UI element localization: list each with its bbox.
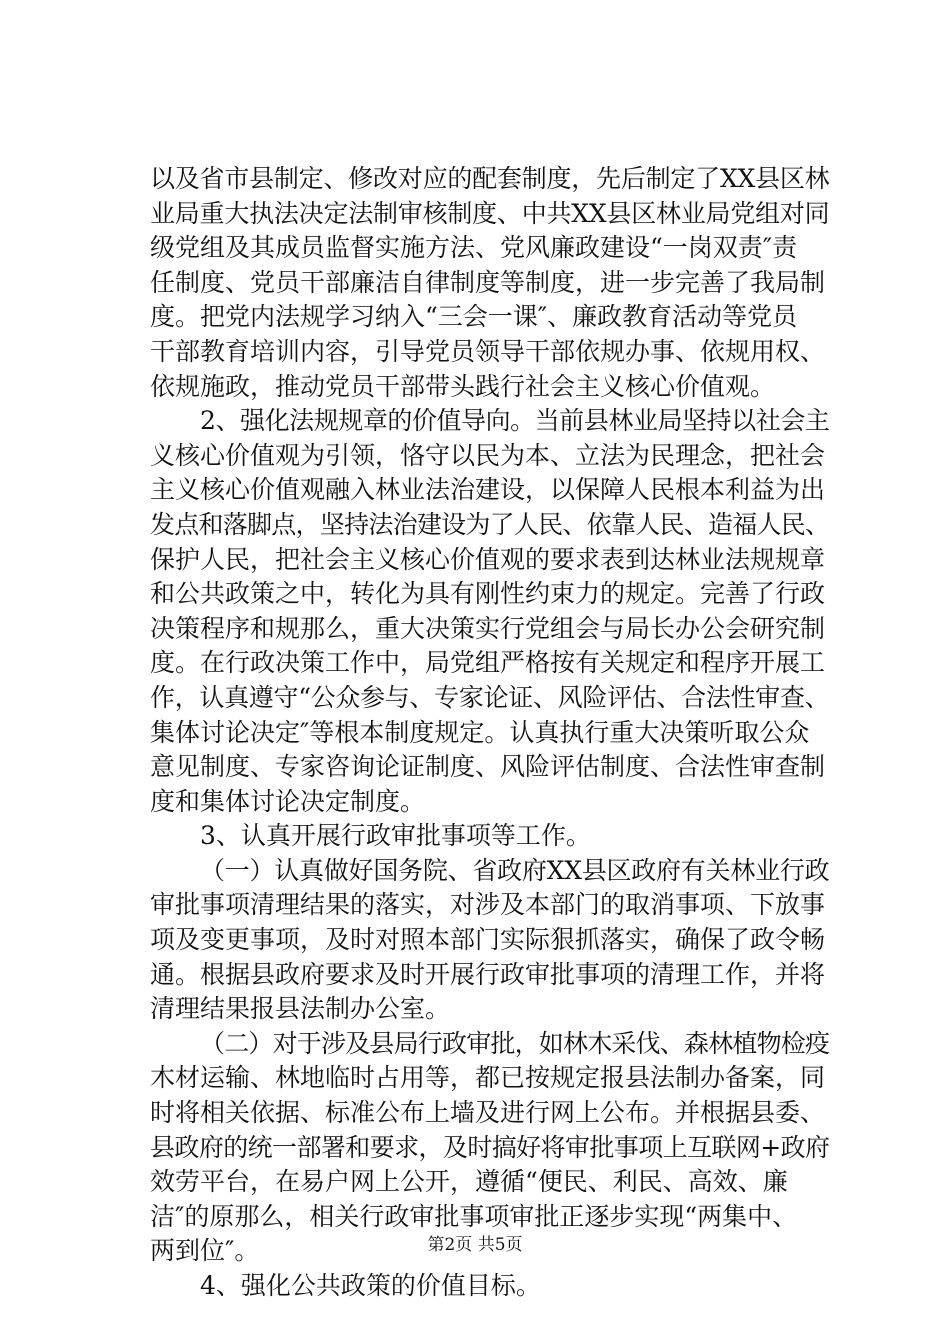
text-line: 时将相关依据、标准公布上墙及进行网上公布。并根据县委、 [150,1098,826,1128]
text-line: 县政府的统一部署和要求，及时搞好将审批事项上互联网+政府 [150,1132,830,1162]
text-line: 通。根据县政府要求及时开展行政审批事项的清理工作，并将 [150,959,826,989]
text-line: （一）认真做好国务院、省政府XX县区政府有关林业行政 [200,855,830,885]
text-line: 两到位″。 [150,1236,260,1266]
text-line: 意见制度、专家咨询论证制度、风险评估制度、合法性审查制 [150,752,826,782]
page-footer: 第2页 共5页 [427,1235,523,1255]
text-line: 清理结果报县法制办公室。 [150,994,451,1024]
text-line: 依规施政，推动党员干部带头践行社会主义核心价值观。 [150,371,776,401]
text-line: 以及省市县制定、修改对应的配套制度，先后制定了XX县区林 [150,164,830,193]
text-line: （二）对于涉及县局行政审批，如林木采伐、森林植物检疫 [200,1028,830,1058]
text-line: 保护人民，把社会主义核心价值观的要求表到达林业法规规章 [150,544,826,574]
text-line: 审批事项清理结果的落实，对涉及本部门的取消事项、下放事 [150,890,826,920]
text-line: 2、强化法规规章的价值导向。当前县林业局坚持以社会主 [200,406,830,436]
text-line: 度和集体讨论决定制度。 [150,786,426,816]
text-line: 3、认真开展行政审批事项等工作。 [200,821,591,851]
text-line: 级党组及其成员监督实施方法、党风廉政建设“一岗双责″责 [150,233,798,263]
text-line: 任制度、党员干部廉洁自律制度等制度，进一步完善了我局制 [150,267,826,297]
text-line: 集体讨论决定″等根本制度规定。认真执行重大决策听取公众 [150,717,810,747]
text-line: 4、强化公共政策的价值目标。 [200,1271,541,1300]
document-body [150,162,830,1304]
text-line: 洁″的原那么，相关行政审批事项审批正逐步实现“两集中、 [150,1201,798,1231]
text-line: 度。在行政决策工作中，局党组严格按有关规定和程序开展工 [150,648,826,678]
text-line: 木材运输、林地临时占用等，都已按规定报县法制办备案，同 [150,1063,826,1093]
text-line: 度。把党内法规学习纳入“三会一课″、廉政教育活动等党员 [150,302,798,332]
text-line: 干部教育培训内容，引导党员领导干部依规办事、依规用权、 [150,336,826,366]
text-line: 效劳平台，在易户网上公开，遵循“便民、利民、高效、廉 [150,1167,788,1197]
text-line: 业局重大执法决定法制审核制度、中共XX县区林业局党组对同 [150,198,830,228]
text-line: 发点和落脚点，坚持法治建设为了人民、依靠人民、造福人民、 [150,509,830,539]
text-line: 作，认真遵守“公众参与、专家论证、风险评估、合法性审查、 [150,682,830,712]
text-line: 和公共政策之中，转化为具有刚性约束力的规定。完善了行政 [150,579,826,609]
text-line: 项及变更事项，及时对照本部门实际狠抓落实，确保了政令畅 [150,925,826,955]
text-line: 主义核心价值观融入林业法治建设，以保障人民根本利益为出 [150,475,826,505]
text-line: 决策程序和规那么，重大决策实行党组会与局长办公会研究制 [150,613,826,643]
text-line: 义核心价值观为引领，恪守以民为本、立法为民理念，把社会 [150,440,826,470]
